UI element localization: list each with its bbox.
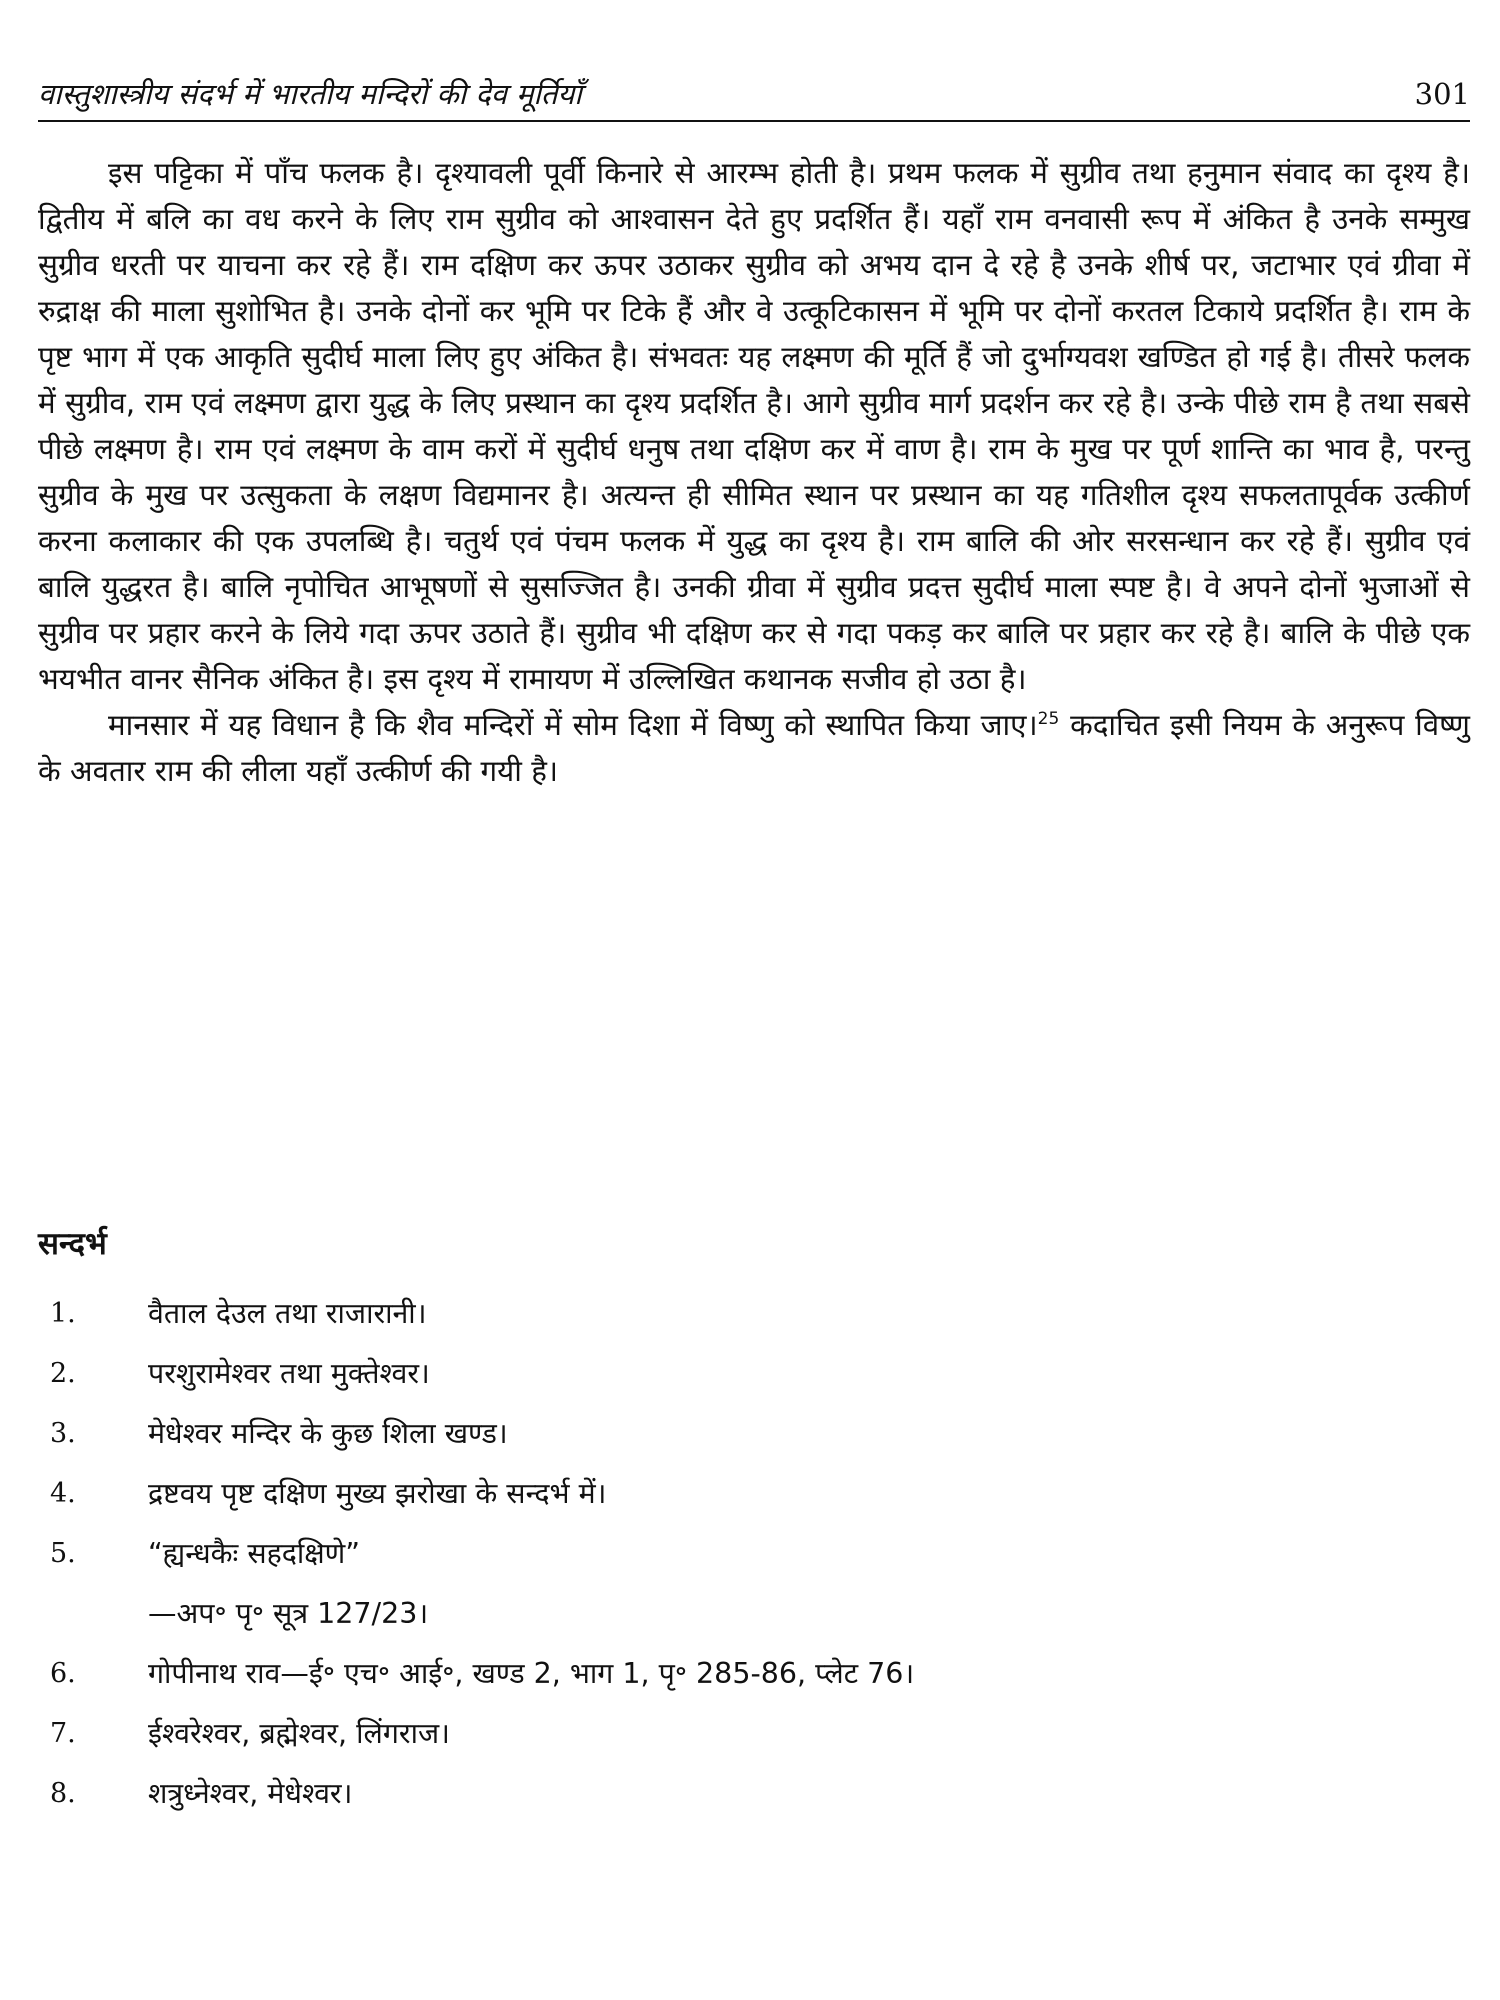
reference-item bbox=[38, 1770, 1470, 1830]
reference-number: 1. bbox=[50, 1298, 76, 1329]
reference-text: परशुरामेश्वर तथा मुक्तेश्वर। bbox=[148, 1357, 430, 1390]
reference-number: 8. bbox=[50, 1778, 76, 1809]
paragraph-1: इस पट्टिका में पाँच फलक है। दृश्यावली पूर्वी किनारे से आरम्भ होती है। प्रथम फलक में सुग्रीव तथा हनुमान संवाद का दृश्य है। द्वितीय में बलि का वध करने के लिए राम सुग्रीव को आश्वासन देते हुए प्रदर्शित हैं। यहाँ राम वनवासी रूप में अंकित है उनके सम्मुख सुग्रीव धरती पर याचना कर रहे हैं। राम दक्षिण कर ऊपर उठाकर सुग्रीव को अभय दान दे रहे है उनके शीर्ष पर, जटाभार एवं ग्रीवा में रुद्राक्ष की माला सुशोभित है। उनके दोनों कर भूमि पर टिके हैं और वे उत्कूटिकासन में भूमि पर दोनों करतल टिकाये प्रदर्शित है। राम के पृष्ट भाग में एक आकृति सुदीर्घ माला लिए हुए अंकित है। संभवतः यह लक्ष्मण की मूर्ति हैं जो दुर्भाग्यवश खण्डित हो गई है। तीसरे फलक में सुग्रीव, राम एवं लक्ष्मण द्वारा युद्ध के लिए प्रस्थान का दृश्य प्रदर्शित है। आगे सुग्रीव मार्ग प्रदर्शन कर रहे है। उन्के पीछे राम है तथा सबसे पीछे लक्ष्मण है। राम एवं लक्ष्मण के वाम करों में सुदीर्घ धनुष तथा दक्षिण कर में वाण है। राम के मुख पर पूर्ण शान्ति का भाव है, परन्तु सुग्रीव के मुख पर उत्सुकता के लक्षण विद्यमानर है। अत्यन्त ही सीमित स्थान पर प्रस्थान का यह गतिशील दृश्य सफलतापूर्वक उत्कीर्ण करना कलाकार की एक उपलब्धि है। चतुर्थ एवं पंचम फलक में युद्ध का दृश्य है। राम बालि की ओर सरसन्धान कर रहे हैं। सुग्रीव एवं बालि युद्धरत है। बालि नृपोचित आभूषणों से सुसज्जित है। उनकी ग्रीवा में सुग्रीव प्रदत्त सुदीर्घ माला स्पष्ट है। वे अपने दोनों भुजाओं से सुग्रीव पर प्रहार करने के लिये गदा ऊपर उठाते हैं। सुग्रीव भी दक्षिण कर से गदा पकड़ कर बालि पर प्रहार कर रहे है। बालि के पीछे एक भयभीत वानर सैनिक अंकित है। इस दृश्य में रामायण में उल्लिखित कथानक सजीव हो उठा है। bbox=[38, 156, 1470, 696]
reference-text: “ह्यन्धकैः सहदक्षिणे” bbox=[148, 1537, 361, 1570]
reference-item bbox=[38, 1650, 1470, 1710]
body-text bbox=[38, 150, 1470, 794]
reference-item bbox=[38, 1410, 1470, 1470]
paragraph-2-text-a: मानसार में यह विधान है कि शैव मन्दिरों में सोम दिशा में विष्णु को स्थापित किया जाए। bbox=[108, 708, 1038, 742]
document-page bbox=[38, 0, 1470, 2000]
reference-item bbox=[38, 1710, 1470, 1770]
reference-number: 2. bbox=[50, 1358, 76, 1389]
reference-number: 3. bbox=[50, 1418, 76, 1449]
reference-number: 7. bbox=[50, 1718, 76, 1749]
page-number: 301 bbox=[1414, 77, 1470, 111]
running-title: वास्तुशास्त्रीय संदर्भ में भारतीय मन्दिरों की देव मूर्तियाँ bbox=[38, 77, 582, 111]
reference-text: द्रष्टवय पृष्ट दक्षिण मुख्य झरोखा के सन्दर्भ में। bbox=[148, 1477, 607, 1510]
reference-continuation bbox=[38, 1590, 1470, 1650]
paragraph-2-text-b: कदाचित इसी नियम के अनुरूप विष्णु के अवतार राम की लीला यहाँ उत्कीर्ण की गयी है। bbox=[38, 708, 1470, 788]
reference-number: 5. bbox=[50, 1538, 76, 1569]
reference-item bbox=[38, 1350, 1470, 1410]
paragraph-2 bbox=[38, 702, 1470, 794]
footnote-marker: 25 bbox=[1037, 709, 1060, 730]
reference-text: शत्रुध्नेश्वर, मेधेश्वर। bbox=[148, 1777, 353, 1810]
reference-item bbox=[38, 1290, 1470, 1350]
running-header bbox=[38, 72, 1470, 122]
reference-text: मेधेश्वर मन्दिर के कुछ शिला खण्ड। bbox=[148, 1417, 508, 1450]
reference-text: —अप॰ पृ॰ सूत्र 127/23। bbox=[148, 1597, 429, 1630]
reference-text: वैताल देउल तथा राजारानी। bbox=[148, 1297, 427, 1330]
reference-text: ईश्वरेश्वर, ब्रह्मेश्वर, लिंगराज। bbox=[148, 1717, 450, 1750]
references-heading: सन्दर्भ bbox=[38, 1226, 107, 1262]
reference-number: 6. bbox=[50, 1658, 76, 1689]
references-list bbox=[38, 1290, 1470, 1830]
reference-text: गोपीनाथ राव—ई॰ एच॰ आई॰, खण्ड 2, भाग 1, पृ॰ 285-86, प्लेट 76। bbox=[148, 1657, 915, 1690]
reference-item bbox=[38, 1530, 1470, 1590]
reference-number: 4. bbox=[50, 1478, 76, 1509]
reference-item bbox=[38, 1470, 1470, 1530]
